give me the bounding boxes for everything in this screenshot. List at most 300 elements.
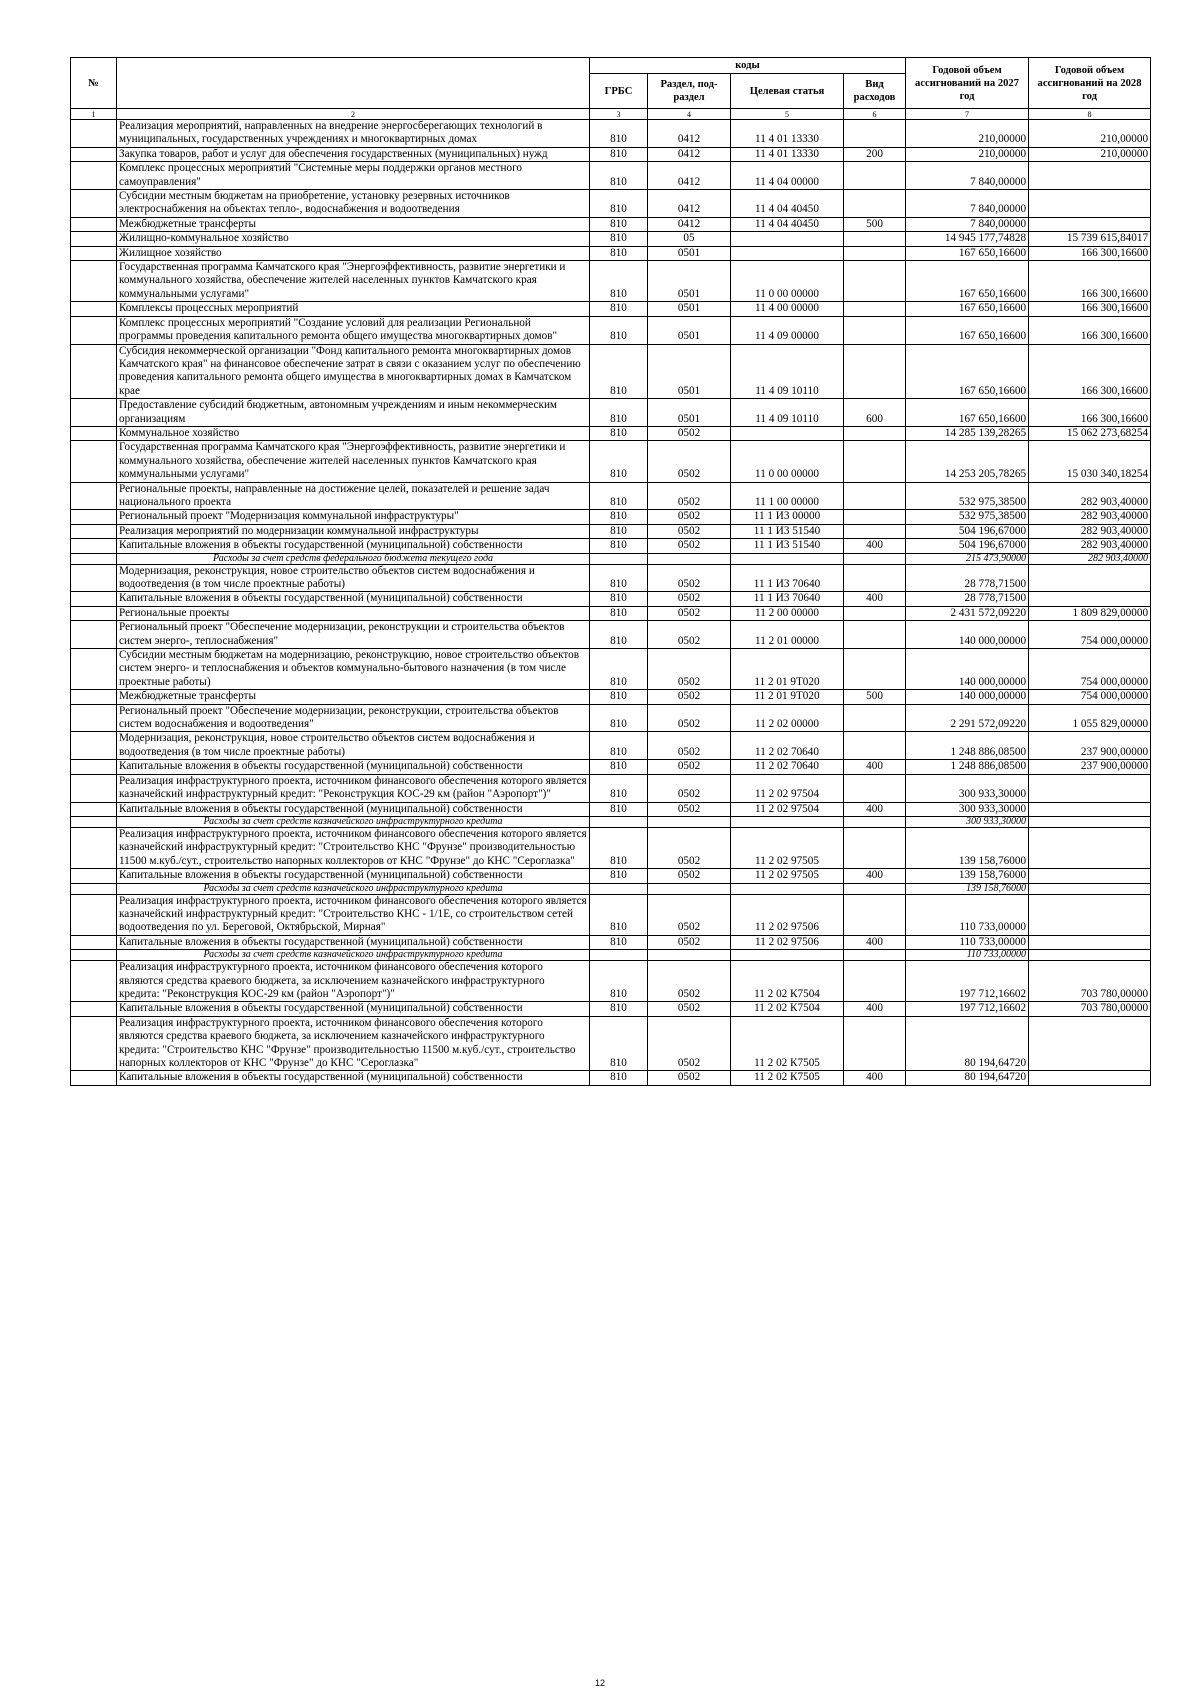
amount-2027-cell: 167 650,16600: [906, 344, 1029, 399]
item-name-cell: Региональные проекты, направленные на достижение целей, показателей и решение задач национального проекта: [117, 482, 590, 510]
amount-2028-cell: [1029, 1016, 1151, 1071]
item-name-cell: Реализация инфраструктурного проекта, источником финансового обеспечения которого являются средства краевого бюджета, за исключением казначейского инфраструктурного кредита: "Строительство КНС "Фрунзе" производительностью 11500 м.куб./сут., строительство напорных коллекторов от КНС "Фрунзе" до КНС "Сероглазка": [117, 1016, 590, 1071]
amount-2028-cell: 282 903,40000: [1029, 524, 1151, 538]
amount-2028-cell: [1029, 1071, 1151, 1085]
item-name-cell: Реализация мероприятий по модернизации коммунальной инфраструктуры: [117, 524, 590, 538]
row-number-cell: [71, 524, 117, 538]
section-cell: 0502: [648, 592, 731, 606]
target-article-cell: [731, 950, 844, 961]
row-number-cell: [71, 732, 117, 760]
table-row: [71, 232, 1151, 246]
grbs-cell: [590, 816, 648, 827]
amount-2027-cell: 80 194,64720: [906, 1071, 1029, 1085]
amount-2027-cell: 140 000,00000: [906, 690, 1029, 704]
grbs-cell: 810: [590, 344, 648, 399]
amount-2028-cell: 237 900,00000: [1029, 760, 1151, 774]
amount-2027-cell: 167 650,16600: [906, 261, 1029, 302]
amount-2028-cell: 15 062 273,68254: [1029, 426, 1151, 440]
expense-type-cell: [844, 441, 906, 482]
item-name-cell: Жилищное хозяйство: [117, 246, 590, 260]
grbs-cell: 810: [590, 935, 648, 949]
target-article-cell: 11 1 00 00000: [731, 482, 844, 510]
amount-2027-cell: 532 975,38500: [906, 510, 1029, 524]
section-cell: 0502: [648, 704, 731, 732]
item-name-cell: Предоставление субсидий бюджетным, автономным учреждениям и иным некоммерческим организациям: [117, 399, 590, 427]
item-name-cell: Межбюджетные трансферты: [117, 690, 590, 704]
target-article-cell: [731, 232, 844, 246]
expense-type-cell: [844, 606, 906, 620]
section-cell: 0502: [648, 1016, 731, 1071]
section-cell: 0502: [648, 426, 731, 440]
amount-2028-cell: 754 000,00000: [1029, 649, 1151, 690]
amount-2028-cell: 166 300,16600: [1029, 246, 1151, 260]
header-2027: Годовой объем ассигнований на 2027 год: [906, 58, 1029, 109]
amount-2028-cell: [1029, 935, 1151, 949]
item-name-cell: Закупка товаров, работ и услуг для обеспечения государственных (муниципальных) нужд: [117, 147, 590, 161]
item-name-cell: Капитальные вложения в объекты государственной (муниципальной) собственности: [117, 935, 590, 949]
column-number: 1: [71, 109, 117, 120]
table-row: [71, 827, 1151, 868]
target-article-cell: 11 2 02 К7504: [731, 961, 844, 1002]
table-row: [71, 1016, 1151, 1071]
grbs-cell: 810: [590, 592, 648, 606]
amount-2027-cell: 140 000,00000: [906, 621, 1029, 649]
expense-type-cell: [844, 1016, 906, 1071]
amount-2027-cell: 110 733,00000: [906, 950, 1029, 961]
header-expense-type: Вид расходов: [844, 74, 906, 109]
grbs-cell: 810: [590, 827, 648, 868]
column-number: 4: [648, 109, 731, 120]
grbs-cell: 810: [590, 190, 648, 218]
target-article-cell: 11 4 01 13330: [731, 120, 844, 148]
amount-2028-cell: 282 903,40000: [1029, 553, 1151, 564]
grbs-cell: 810: [590, 621, 648, 649]
item-name-cell: Реализация инфраструктурного проекта, источником финансового обеспечения которого является казначейский инфраструктурный кредит: "Реконструкция КОС-29 км (район "Аэропорт")": [117, 774, 590, 802]
table-header: [71, 58, 1151, 120]
table-row: [71, 869, 1151, 883]
section-cell: 0502: [648, 732, 731, 760]
target-article-cell: 11 2 00 00000: [731, 606, 844, 620]
row-number-cell: [71, 592, 117, 606]
section-cell: [648, 950, 731, 961]
table-row: [71, 883, 1151, 894]
row-number-cell: [71, 621, 117, 649]
amount-2028-cell: 282 903,40000: [1029, 539, 1151, 553]
target-article-cell: 11 0 00 00000: [731, 261, 844, 302]
row-number-cell: [71, 246, 117, 260]
grbs-cell: 810: [590, 482, 648, 510]
amount-2027-cell: 2 431 572,09220: [906, 606, 1029, 620]
table-row: [71, 592, 1151, 606]
amount-2027-cell: 210,00000: [906, 147, 1029, 161]
row-number-cell: [71, 190, 117, 218]
section-cell: 0412: [648, 147, 731, 161]
expense-type-cell: 400: [844, 592, 906, 606]
target-article-cell: 11 2 02 97505: [731, 869, 844, 883]
amount-2028-cell: 210,00000: [1029, 147, 1151, 161]
table-row: [71, 1002, 1151, 1016]
grbs-cell: 810: [590, 649, 648, 690]
row-number-cell: [71, 816, 117, 827]
expense-type-cell: [844, 302, 906, 316]
expense-type-cell: [844, 894, 906, 935]
amount-2027-cell: 167 650,16600: [906, 399, 1029, 427]
item-name-cell: Капитальные вложения в объекты государственной (муниципальной) собственности: [117, 1071, 590, 1085]
amount-2028-cell: 1 809 829,00000: [1029, 606, 1151, 620]
grbs-cell: 810: [590, 760, 648, 774]
table-row: [71, 426, 1151, 440]
amount-2027-cell: 7 840,00000: [906, 190, 1029, 218]
amount-2028-cell: [1029, 774, 1151, 802]
expense-type-cell: [844, 261, 906, 302]
amount-2028-cell: [1029, 816, 1151, 827]
grbs-cell: 810: [590, 606, 648, 620]
amount-2028-cell: [1029, 827, 1151, 868]
target-article-cell: 11 2 02 00000: [731, 704, 844, 732]
section-cell: 0412: [648, 120, 731, 148]
grbs-cell: 810: [590, 217, 648, 231]
target-article-cell: 11 1 И3 70640: [731, 592, 844, 606]
amount-2027-cell: 80 194,64720: [906, 1016, 1029, 1071]
expense-type-cell: [844, 232, 906, 246]
grbs-cell: 810: [590, 510, 648, 524]
budget-table-container: [70, 57, 1150, 1086]
table-row: [71, 539, 1151, 553]
target-article-cell: 11 4 04 40450: [731, 217, 844, 231]
expense-type-cell: 400: [844, 802, 906, 816]
table-row: [71, 704, 1151, 732]
row-number-cell: [71, 935, 117, 949]
row-number-cell: [71, 869, 117, 883]
item-name-cell: Капитальные вложения в объекты государственной (муниципальной) собственности: [117, 1002, 590, 1016]
grbs-cell: 810: [590, 961, 648, 1002]
item-name-cell: Капитальные вложения в объекты государственной (муниципальной) собственности: [117, 760, 590, 774]
row-number-cell: [71, 539, 117, 553]
item-name-cell: Региональный проект "Обеспечение модернизации, реконструкции и строительства объектов систем энерго-, теплоснабжения": [117, 621, 590, 649]
amount-2027-cell: 300 933,30000: [906, 802, 1029, 816]
amount-2027-cell: 2 291 572,09220: [906, 704, 1029, 732]
table-row: [71, 961, 1151, 1002]
section-cell: 0502: [648, 760, 731, 774]
table-row: [71, 732, 1151, 760]
amount-2027-cell: 504 196,67000: [906, 539, 1029, 553]
expense-type-cell: [844, 246, 906, 260]
column-number: 3: [590, 109, 648, 120]
section-cell: 0502: [648, 621, 731, 649]
expense-type-cell: [844, 162, 906, 190]
target-article-cell: 11 4 04 40450: [731, 190, 844, 218]
target-article-cell: 11 4 01 13330: [731, 147, 844, 161]
amount-2027-cell: 210,00000: [906, 120, 1029, 148]
amount-2027-cell: 300 933,30000: [906, 816, 1029, 827]
amount-2028-cell: [1029, 869, 1151, 883]
row-number-cell: [71, 606, 117, 620]
amount-2028-cell: 166 300,16600: [1029, 261, 1151, 302]
section-cell: 0502: [648, 827, 731, 868]
expense-type-cell: [844, 482, 906, 510]
amount-2028-cell: [1029, 564, 1151, 592]
amount-2028-cell: [1029, 190, 1151, 218]
amount-2027-cell: 110 733,00000: [906, 894, 1029, 935]
section-cell: 0502: [648, 802, 731, 816]
expense-type-cell: 400: [844, 869, 906, 883]
expense-type-cell: 400: [844, 935, 906, 949]
row-number-cell: [71, 802, 117, 816]
item-name-cell: Региональные проекты: [117, 606, 590, 620]
section-cell: 0502: [648, 1071, 731, 1085]
item-name-cell: Реализация инфраструктурного проекта, источником финансового обеспечения которого являются средства краевого бюджета, за исключением казначейского инфраструктурного кредита: "Реконструкция КОС-29 км (район "Аэропорт")": [117, 961, 590, 1002]
table-row: [71, 553, 1151, 564]
amount-2028-cell: 166 300,16600: [1029, 344, 1151, 399]
target-article-cell: 11 2 02 97506: [731, 894, 844, 935]
expense-type-cell: [844, 120, 906, 148]
target-article-cell: [731, 426, 844, 440]
item-name-cell: Региональный проект "Модернизация коммунальной инфраструктуры": [117, 510, 590, 524]
item-name-cell: Коммунальное хозяйство: [117, 426, 590, 440]
item-name-cell: Расходы за счет средств казначейского инфраструктурного кредита: [117, 883, 590, 894]
column-number: 5: [731, 109, 844, 120]
amount-2027-cell: 167 650,16600: [906, 316, 1029, 344]
section-cell: 0502: [648, 690, 731, 704]
target-article-cell: 11 1 И3 51540: [731, 524, 844, 538]
grbs-cell: 810: [590, 316, 648, 344]
header-target: Целевая статья: [731, 74, 844, 109]
item-name-cell: Государственная программа Камчатского края "Энергоэффективность, развитие энергетики и коммунального хозяйства, обеспечение жителей населенных пунктов Камчатского края коммунальными услугами": [117, 261, 590, 302]
amount-2028-cell: 15 030 340,18254: [1029, 441, 1151, 482]
amount-2028-cell: [1029, 883, 1151, 894]
target-article-cell: 11 2 02 К7505: [731, 1016, 844, 1071]
table-row: [71, 162, 1151, 190]
target-article-cell: 11 2 01 00000: [731, 621, 844, 649]
expense-type-cell: 400: [844, 1002, 906, 1016]
expense-type-cell: 400: [844, 539, 906, 553]
grbs-cell: 810: [590, 524, 648, 538]
item-name-cell: Реализация инфраструктурного проекта, источником финансового обеспечения которого является казначейский инфраструктурный кредит: "Строительство КНС "Фрунзе" производительностью 11500 м.куб./сут., строительство напорных коллекторов от КНС "Фрунзе" до КНС "Сероглазка": [117, 827, 590, 868]
grbs-cell: 810: [590, 426, 648, 440]
grbs-cell: 810: [590, 162, 648, 190]
item-name-cell: Комплекс процессных мероприятий "Создание условий для реализации Региональной программы проведения капитального ремонта общего имущества многоквартирных домов": [117, 316, 590, 344]
section-cell: 05: [648, 232, 731, 246]
header-2028: Годовой объем ассигнований на 2028 год: [1029, 58, 1151, 109]
table-row: [71, 344, 1151, 399]
table-row: [71, 190, 1151, 218]
amount-2028-cell: [1029, 802, 1151, 816]
row-number-cell: [71, 217, 117, 231]
section-cell: 0502: [648, 935, 731, 949]
amount-2028-cell: [1029, 894, 1151, 935]
amount-2027-cell: 167 650,16600: [906, 302, 1029, 316]
expense-type-cell: 500: [844, 217, 906, 231]
amount-2027-cell: 28 778,71500: [906, 592, 1029, 606]
target-article-cell: 11 1 И3 51540: [731, 539, 844, 553]
grbs-cell: 810: [590, 302, 648, 316]
section-cell: 0502: [648, 894, 731, 935]
section-cell: [648, 883, 731, 894]
table-row: [71, 649, 1151, 690]
grbs-cell: 810: [590, 774, 648, 802]
table-row: [71, 441, 1151, 482]
grbs-cell: [590, 883, 648, 894]
row-number-cell: [71, 649, 117, 690]
section-cell: 0502: [648, 961, 731, 1002]
row-number-cell: [71, 564, 117, 592]
target-article-cell: 11 1 И3 70640: [731, 564, 844, 592]
amount-2028-cell: 703 780,00000: [1029, 1002, 1151, 1016]
amount-2027-cell: 139 158,76000: [906, 883, 1029, 894]
section-cell: 0502: [648, 510, 731, 524]
amount-2027-cell: 110 733,00000: [906, 935, 1029, 949]
row-number-cell: [71, 162, 117, 190]
grbs-cell: 810: [590, 690, 648, 704]
grbs-cell: 810: [590, 120, 648, 148]
amount-2028-cell: 282 903,40000: [1029, 482, 1151, 510]
expense-type-cell: [844, 961, 906, 1002]
section-cell: 0502: [648, 539, 731, 553]
table-row: [71, 120, 1151, 148]
table-row: [71, 816, 1151, 827]
target-article-cell: 11 2 01 9Т020: [731, 649, 844, 690]
table-row: [71, 760, 1151, 774]
target-article-cell: 11 4 09 10110: [731, 399, 844, 427]
target-article-cell: 11 2 02 К7504: [731, 1002, 844, 1016]
row-number-cell: [71, 1071, 117, 1085]
amount-2027-cell: 139 158,76000: [906, 869, 1029, 883]
row-number-cell: [71, 120, 117, 148]
table-row: [71, 774, 1151, 802]
grbs-cell: 810: [590, 441, 648, 482]
amount-2028-cell: [1029, 592, 1151, 606]
row-number-cell: [71, 261, 117, 302]
expense-type-cell: [844, 950, 906, 961]
row-number-cell: [71, 827, 117, 868]
column-number-row: [71, 109, 1151, 120]
row-number-cell: [71, 690, 117, 704]
amount-2028-cell: 237 900,00000: [1029, 732, 1151, 760]
amount-2028-cell: [1029, 162, 1151, 190]
section-cell: 0501: [648, 399, 731, 427]
expense-type-cell: 600: [844, 399, 906, 427]
table-row: [71, 564, 1151, 592]
amount-2028-cell: 166 300,16600: [1029, 316, 1151, 344]
section-cell: [648, 553, 731, 564]
row-number-cell: [71, 302, 117, 316]
section-cell: 0501: [648, 302, 731, 316]
target-article-cell: 11 2 02 97506: [731, 935, 844, 949]
header-section: Раздел, под-раздел: [648, 74, 731, 109]
grbs-cell: [590, 553, 648, 564]
item-name-cell: Расходы за счет средств казначейского инфраструктурного кредита: [117, 816, 590, 827]
row-number-cell: [71, 1016, 117, 1071]
item-name-cell: Государственная программа Камчатского края "Энергоэффективность, развитие энергетики и коммунального хозяйства, обеспечение жителей населенных пунктов Камчатского края коммунальными услугами": [117, 441, 590, 482]
table-row: [71, 606, 1151, 620]
target-article-cell: 11 4 04 00000: [731, 162, 844, 190]
amount-2027-cell: 532 975,38500: [906, 482, 1029, 510]
section-cell: 0501: [648, 344, 731, 399]
target-article-cell: [731, 553, 844, 564]
table-body: [71, 120, 1151, 1086]
amount-2028-cell: 166 300,16600: [1029, 302, 1151, 316]
section-cell: 0412: [648, 190, 731, 218]
budget-table: [70, 57, 1151, 1086]
row-number-cell: [71, 344, 117, 399]
target-article-cell: 11 4 00 00000: [731, 302, 844, 316]
row-number-cell: [71, 316, 117, 344]
expense-type-cell: [844, 524, 906, 538]
section-cell: 0502: [648, 524, 731, 538]
grbs-cell: 810: [590, 232, 648, 246]
expense-type-cell: [844, 732, 906, 760]
item-name-cell: Жилищно-коммунальное хозяйство: [117, 232, 590, 246]
expense-type-cell: [844, 883, 906, 894]
section-cell: 0412: [648, 162, 731, 190]
target-article-cell: 11 2 02 97505: [731, 827, 844, 868]
section-cell: [648, 816, 731, 827]
target-article-cell: 11 2 02 70640: [731, 732, 844, 760]
row-number-cell: [71, 147, 117, 161]
item-name-cell: Расходы за счет средств казначейского инфраструктурного кредита: [117, 950, 590, 961]
row-number-cell: [71, 883, 117, 894]
target-article-cell: [731, 816, 844, 827]
table-row: [71, 147, 1151, 161]
expense-type-cell: [844, 704, 906, 732]
grbs-cell: 810: [590, 1071, 648, 1085]
item-name-cell: Капитальные вложения в объекты государственной (муниципальной) собственности: [117, 869, 590, 883]
expense-type-cell: [844, 564, 906, 592]
header-grbs: ГРБС: [590, 74, 648, 109]
table-row: [71, 302, 1151, 316]
section-cell: 0502: [648, 441, 731, 482]
expense-type-cell: [844, 510, 906, 524]
grbs-cell: 810: [590, 732, 648, 760]
header-codes: коды: [590, 58, 906, 74]
grbs-cell: 810: [590, 261, 648, 302]
row-number-cell: [71, 894, 117, 935]
expense-type-cell: 400: [844, 760, 906, 774]
table-row: [71, 802, 1151, 816]
table-row: [71, 1071, 1151, 1085]
target-article-cell: [731, 883, 844, 894]
section-cell: 0502: [648, 564, 731, 592]
amount-2027-cell: 7 840,00000: [906, 162, 1029, 190]
expense-type-cell: 500: [844, 690, 906, 704]
amount-2027-cell: 14 285 139,28265: [906, 426, 1029, 440]
grbs-cell: [590, 950, 648, 961]
target-article-cell: 11 4 09 00000: [731, 316, 844, 344]
amount-2028-cell: 166 300,16600: [1029, 399, 1151, 427]
amount-2028-cell: 210,00000: [1029, 120, 1151, 148]
item-name-cell: Межбюджетные трансферты: [117, 217, 590, 231]
row-number-cell: [71, 426, 117, 440]
row-number-cell: [71, 950, 117, 961]
item-name-cell: Капитальные вложения в объекты государственной (муниципальной) собственности: [117, 592, 590, 606]
section-cell: 0502: [648, 482, 731, 510]
amount-2028-cell: 1 055 829,00000: [1029, 704, 1151, 732]
grbs-cell: 810: [590, 539, 648, 553]
amount-2028-cell: 754 000,00000: [1029, 690, 1151, 704]
grbs-cell: 810: [590, 1016, 648, 1071]
row-number-cell: [71, 774, 117, 802]
page-number: 12: [594, 1678, 605, 1688]
item-name-cell: Региональный проект "Обеспечение модернизации, реконструкции, строительства объектов систем водоснабжения и водоотведения": [117, 704, 590, 732]
grbs-cell: 810: [590, 869, 648, 883]
target-article-cell: 11 2 02 97504: [731, 802, 844, 816]
expense-type-cell: [844, 621, 906, 649]
item-name-cell: Модернизация, реконструкция, новое строительство объектов систем водоснабжения и водоотведения (в том числе проектные работы): [117, 732, 590, 760]
grbs-cell: 810: [590, 246, 648, 260]
item-name-cell: Реализация инфраструктурного проекта, источником финансового обеспечения которого является казначейский инфраструктурный кредит: "Строительство КНС - 1/1Е, со строительством сетей водоотведения по ул. Береговой, Октябрьской, Мирная": [117, 894, 590, 935]
amount-2027-cell: 1 248 886,08500: [906, 732, 1029, 760]
amount-2027-cell: 215 473,90000: [906, 553, 1029, 564]
